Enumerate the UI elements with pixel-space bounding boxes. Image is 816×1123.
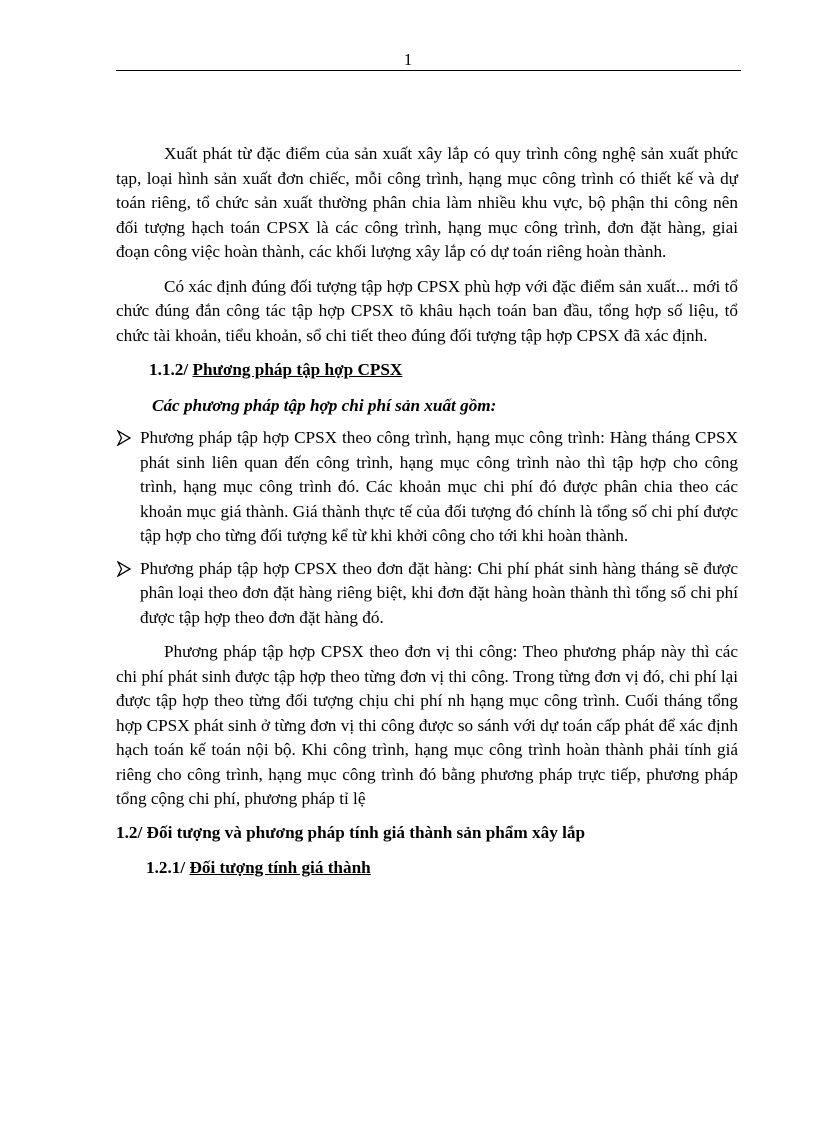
- arrow-bullet-icon: [116, 561, 132, 577]
- list-item: [116, 557, 738, 631]
- list-item-text: Phương pháp tập hợp CPSX theo công trình, hạng mục công trình: Hàng tháng CPSX phát sinh liên quan đến công trình, hạng mục công trình nào thì tập hợp cho công trình, hạng mục công trình đó. Các khoản mục chi phí đó được phân chia theo các khoản mục giá thành. Giá thành thực tế của đối tượng đó chính là tổng số chi phí được tập hợp cho từng đối tượng kể từ khi khởi công cho tới khi hoàn thành.: [140, 428, 738, 545]
- header-rule: [116, 70, 741, 71]
- heading-1-1-2: [149, 358, 738, 383]
- methods-list: [116, 426, 738, 630]
- heading-1-1-2-number: 1.1.2/: [149, 360, 189, 379]
- paragraph-unit-method: Phương pháp tập hợp CPSX theo đơn vị thi công: Theo phương pháp này thì các chi phí phát sinh được tập hợp theo từng đơn vị thi công. Trong từng đơn vị đó, chi phí lại được tập hợp theo từng đối tượng chịu chi phí nh hạng mục công trình. Cuối tháng tổng hợp CPSX phát sinh ở từng đơn vị thi công được so sánh với dự toán cấp phát để xác định hạch toán kế toán nội bộ. Khi công trình, hạng mục công trình hoàn thành phải tính giá riêng cho công trình, hạng mục công trình đó bằng phương pháp trực tiếp, phương pháp tổng cộng chi phí, phương pháp tỉ lệ: [116, 642, 738, 808]
- heading-1-2-1-number: 1.2.1/: [146, 858, 186, 877]
- heading-1-2-1: [146, 856, 738, 881]
- page-number: 1: [403, 50, 413, 69]
- list-item: [116, 426, 738, 549]
- methods-lead: Các phương pháp tập hợp chi phí sản xuất gồm:: [152, 395, 497, 415]
- paragraph-intro: Xuất phát từ đặc điểm của sản xuất xây lắp có quy trình công nghệ sản xuất phức tạp, loại hình sản xuất đơn chiếc, mỗi công trình, hạng mục công trình có thiết kế và dự toán riêng, tổ chức sản xuất thường phân chia làm nhiều khu vực, bộ phận thi công nên đối tượng hạch toán CPSX là các công trình, hạng mục công trình, đơn đặt hàng, giai đoạn công việc hoàn thành, các khối lượng xây lắp có dự toán riêng hoàn thành.: [116, 144, 738, 261]
- document-body: [116, 142, 738, 881]
- heading-1-2-1-title: Đối tượng tính giá thành: [189, 858, 371, 877]
- heading-1-2: 1.2/ Đối tượng và phương pháp tính giá thành sản phẩm xây lắp: [116, 822, 586, 842]
- paragraph-object-determination: Có xác định đúng đối tượng tập hợp CPSX phù hợp với đặc điểm sản xuất... mới tổ chức đúng đắn công tác tập hợp CPSX tõ khâu hạch toán ban đầu, tổng hợp số liệu, tổ chức tài khoản, tiểu khoản, sổ chi tiết theo đúng đối tượng tập hợp CPSX đã xác định.: [116, 276, 738, 345]
- list-item-text: Phương pháp tập hợp CPSX theo đơn đặt hàng: Chi phí phát sinh hàng tháng sẽ được phân loại theo đơn đặt hàng riêng biệt, khi đơn đặt hàng hoàn thành thì tổng số chi phí được tập hợp theo đơn đặt hàng đó.: [140, 558, 738, 627]
- arrow-bullet-icon: [116, 430, 132, 446]
- heading-1-1-2-title: Phương pháp tập hợp CPSX: [192, 360, 403, 379]
